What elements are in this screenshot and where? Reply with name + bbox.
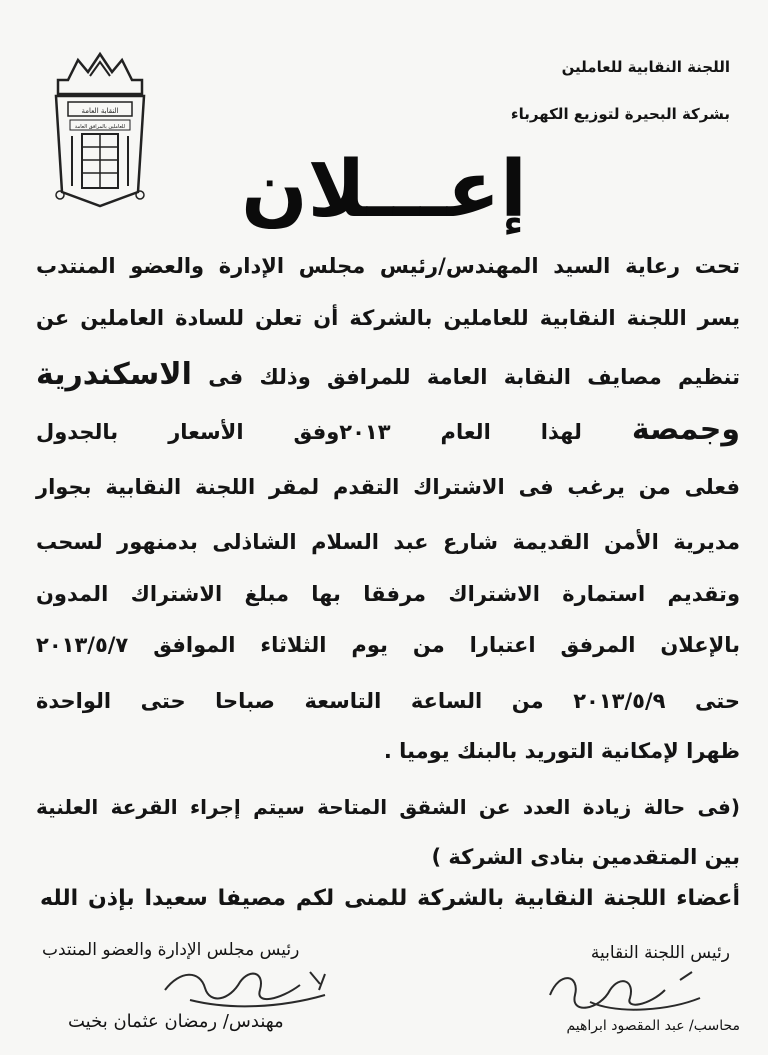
body-line-6: مديرية الأمن القديمة شارع عبد السلام الشاذلى بدمنهور لسحب <box>36 530 740 554</box>
body-line-5: فعلى من يرغب فى الاشتراك التقدم لمقر اللجنة النقابية بجوار <box>36 475 740 499</box>
chairman-signature <box>150 960 340 1015</box>
body-line-3 <box>36 359 740 393</box>
body-line-4 <box>36 414 740 448</box>
body-line-7: وتقديم استمارة الاشتراك مرفقا بها مبلغ الاشتراك المدون <box>36 582 740 606</box>
union-head-title: رئيس اللجنة النقابية <box>590 943 730 963</box>
body-line-2: يسر اللجنة النقابية للعاملين بالشركة أن تعلن للسادة العاملين عن <box>36 306 740 330</box>
body-line-1: تحت رعاية السيد المهندس/رئيس مجلس الإدارة والعضو المنتدب <box>36 254 740 278</box>
body-line-8: بالإعلان المرفق اعتبارا من يوم الثلاثاء الموافق ٢٠١٣/٥/٧ <box>36 633 740 657</box>
city-alexandria: الاسكندرية <box>36 357 192 392</box>
header-union-name: اللجنة النقابية للعاملين <box>561 58 730 76</box>
body-line-3-text: تنظيم مصايف النقابة العامة للمرافق وذلك فى <box>208 365 741 389</box>
logo-text-bottom: للعاملين بالمرافق العامة <box>74 124 126 130</box>
union-head-signature <box>530 960 720 1020</box>
city-gamasa: وجمصة <box>631 412 741 447</box>
chairman-name: مهندس/ رمضان عثمان بخيت <box>68 1011 284 1032</box>
union-head-name: محاسب/ عبد المقصود ابراهيم <box>566 1018 740 1034</box>
logo-text-top: النقابة العامة <box>81 107 119 115</box>
closing-greeting: أعضاء اللجنة النقابية بالشركة للمنى لكم مصيفا سعيدا بإذن الله <box>40 886 740 911</box>
body-line-12: بين المتقدمين بنادى الشركة ) <box>431 845 740 869</box>
announcement-title: إعـــلان <box>241 145 527 235</box>
body-line-11: (فى حالة زيادة العدد عن الشقق المتاحة سيتم إجراء القرعة العلنية <box>36 795 740 819</box>
body-line-10: ظهرا لإمكانية التوريد بالبنك يوميا . <box>383 739 740 763</box>
chairman-title: رئيس مجلس الإدارة والعضو المنتدب <box>42 940 300 960</box>
header-company-name: بشركة البحيرة لتوزيع الكهرباء <box>510 105 730 123</box>
body-line-4-text: لهذا العام ٢٠١٣وفق الأسعار بالجدول <box>36 420 582 444</box>
body-line-9: حتى ٢٠١٣/٥/٩ من الساعة التاسعة صباحا حتى الواحدة <box>36 689 740 713</box>
